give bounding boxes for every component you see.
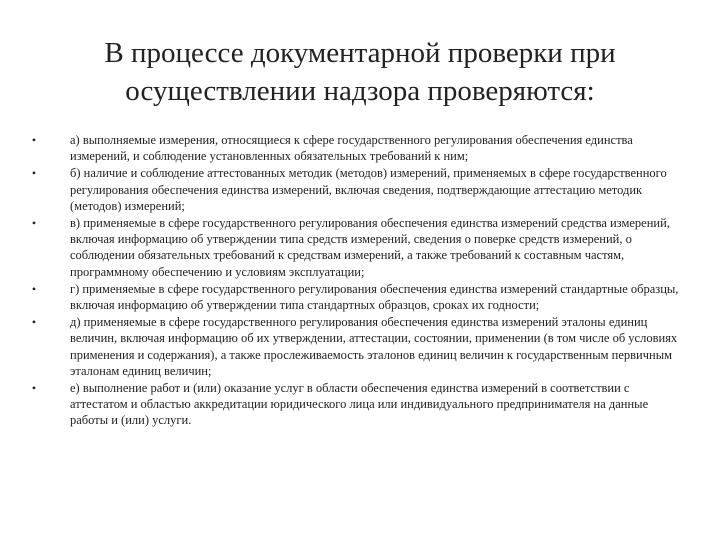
list-item-text: е) выполнение работ и (или) оказание услуг в области обеспечения единства измерений в соответствии с аттестатом и областью аккредитации юридического лица или индивидуального предпринимателя на данные работы и (или) услуги. bbox=[70, 381, 649, 428]
list-item-text: б) наличие и соблюдение аттестованных методик (методов) измерений, применяемых в сфере государственного регулирования обеспечения единства измерений, включая сведения, подтверждающие аттестацию методик (методов) измерений; bbox=[70, 166, 667, 213]
list-item bbox=[28, 215, 688, 280]
list-item-text: д) применяемые в сфере государственного регулирования обеспечения единства измерений эталоны единиц величин, включая информацию об их утверждении, аттестации, состоянии, применении (в том числе об условиях применения и содержания), а также прослеживаемость эталонов единиц величин к государственным первичным эталонам единиц величин; bbox=[70, 315, 678, 378]
list-item bbox=[28, 281, 688, 313]
list-item bbox=[28, 165, 688, 214]
bullet-icon: • bbox=[31, 216, 37, 231]
list-item-text: а) выполняемые измерения, относящиеся к сфере государственного регулирования обеспечения единства измерений, и соблюдение установленных обязательных требований к ним; bbox=[70, 133, 633, 164]
bullet-icon: • bbox=[31, 166, 37, 181]
list-item bbox=[28, 132, 688, 164]
slide-title: В процессе документарной проверки при осуществлении надзора проверяются: bbox=[104, 37, 616, 107]
list-item bbox=[28, 314, 688, 379]
bullet-list bbox=[28, 132, 688, 430]
list-item-text: г) применяемые в сфере государственного регулирования обеспечения единства измерений стандартные образцы, включая информацию об утверждении типа стандартных образцов, сроках их годности; bbox=[70, 281, 679, 313]
bullet-icon: • bbox=[31, 133, 37, 147]
bullet-icon: • bbox=[31, 315, 37, 330]
list-item-text: в) применяемые в сфере государственного регулирования обеспечения единства измерений средства измерений, включая информацию об утверждении типа средств измерений, сведения о поверке средств измерений, о соблюдении обязательных требований к средствам измерений, а также требований к составным частям, программному обеспечению и условиям эксплуатации; bbox=[70, 216, 670, 279]
bullet-icon: • bbox=[31, 281, 37, 296]
bullet-icon: • bbox=[31, 381, 37, 396]
list-item bbox=[28, 380, 688, 429]
